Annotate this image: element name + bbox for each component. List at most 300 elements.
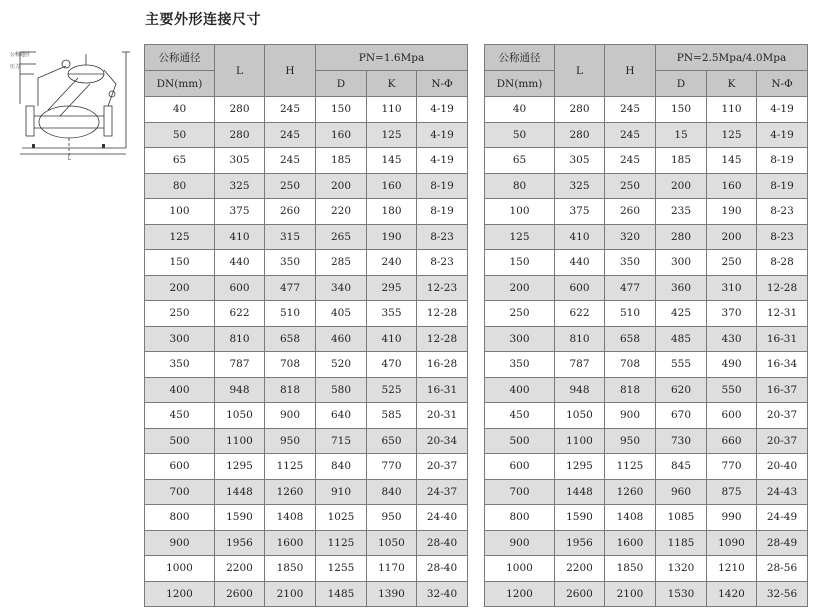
table-cell: 1090 [707,530,757,556]
table-row [145,173,468,199]
table-row [485,556,808,582]
table-cell: 350 [145,352,215,378]
table-row [485,377,808,403]
table-cell: 700 [145,479,215,505]
table-cell: 300 [485,326,555,352]
table-row [485,301,808,327]
table-cell: 280 [555,97,605,123]
table-cell: 1590 [555,505,605,531]
table-cell: 185 [656,148,707,174]
table-cell: 960 [656,479,707,505]
header-dn-unit: DN(mm) [485,71,555,97]
table-cell: 200 [145,275,215,301]
table-cell: 2600 [215,581,265,607]
table-cell: 220 [316,199,367,225]
table-row [485,530,808,556]
table-row [485,250,808,276]
table-cell: 1850 [265,556,316,582]
table-cell: 250 [145,301,215,327]
table-cell: 525 [367,377,417,403]
table-cell: 340 [316,275,367,301]
table-cell: 12-31 [757,301,808,327]
table-cell: 20-34 [417,428,468,454]
header-dn: 公称通径 [145,45,215,71]
table-cell: 16-31 [757,326,808,352]
table-cell: 15 [656,122,707,148]
table-cell: 658 [605,326,656,352]
table-cell: 285 [316,250,367,276]
table-cell: 845 [656,454,707,480]
table-cell: 1485 [316,581,367,607]
table-row [145,403,468,429]
table-cell: 145 [367,148,417,174]
table-cell: 295 [367,275,417,301]
table-cell: 12-28 [757,275,808,301]
table-cell: 1100 [555,428,605,454]
header-n-phi: N-Φ [757,71,808,97]
table-cell: 620 [656,377,707,403]
table-cell: 20-37 [757,403,808,429]
table-row [485,199,808,225]
table-row [485,275,808,301]
table-cell: 477 [265,275,316,301]
table-cell: 708 [605,352,656,378]
table-cell: 430 [707,326,757,352]
table-cell: 1050 [215,403,265,429]
table-cell: 180 [367,199,417,225]
table-cell: 320 [605,224,656,250]
table-row [485,505,808,531]
table-cell: 20-40 [757,454,808,480]
header-K: K [367,71,417,97]
table-cell: 1850 [605,556,656,582]
header-H: H [265,45,316,97]
table-cell: 510 [605,301,656,327]
table-cell: 2600 [555,581,605,607]
table-cell: 8-19 [417,199,468,225]
table-cell: 4-19 [757,122,808,148]
table-cell: 1200 [485,581,555,607]
table-row [485,454,808,480]
table-cell: 622 [215,301,265,327]
table-cell: 1085 [656,505,707,531]
table-cell: 1320 [656,556,707,582]
table-cell: 28-56 [757,556,808,582]
table-cell: 948 [555,377,605,403]
table-cell: 510 [265,301,316,327]
table-cell: 4-19 [417,122,468,148]
table-cell: 1050 [555,403,605,429]
table-row [485,148,808,174]
table-cell: 948 [215,377,265,403]
table-cell: 200 [656,173,707,199]
table-row [485,326,808,352]
table-cell: 2100 [605,581,656,607]
table-cell: 80 [145,173,215,199]
table-cell: 2100 [265,581,316,607]
table-row [145,505,468,531]
table-row [145,581,468,607]
table-cell: 28-40 [417,530,468,556]
table-cell: 490 [707,352,757,378]
table-cell: 300 [656,250,707,276]
table-cell: 1000 [145,556,215,582]
table-cell: 1448 [555,479,605,505]
table-cell: 550 [707,377,757,403]
table-cell: 280 [215,122,265,148]
table-row [145,377,468,403]
table-cell: 280 [656,224,707,250]
table-row [145,199,468,225]
table-cell: 990 [707,505,757,531]
table-cell: 1025 [316,505,367,531]
table-cell: 1295 [215,454,265,480]
table-cell: 100 [485,199,555,225]
table-cell: 100 [145,199,215,225]
table-cell: 400 [485,377,555,403]
header-K: K [707,71,757,97]
header-L: L [555,45,605,97]
table-cell: 1420 [707,581,757,607]
table-cell: 200 [485,275,555,301]
table-cell: 110 [707,97,757,123]
table-cell: 8-23 [417,250,468,276]
table-cell: 910 [316,479,367,505]
table-row [485,581,808,607]
table-row [145,352,468,378]
table-cell: 12-28 [417,301,468,327]
table-row [145,250,468,276]
table-cell: 950 [605,428,656,454]
table-cell: 8-19 [757,148,808,174]
table-cell: 375 [555,199,605,225]
table-cell: 1100 [215,428,265,454]
table-cell: 1200 [145,581,215,607]
table-cell: 700 [485,479,555,505]
table-cell: 315 [265,224,316,250]
table-row [145,224,468,250]
table-cell: 670 [656,403,707,429]
table-cell: 160 [367,173,417,199]
table-cell: 770 [367,454,417,480]
table-row [145,428,468,454]
table-cell: 1408 [605,505,656,531]
table-cell: 245 [605,148,656,174]
table-cell: 235 [656,199,707,225]
table-cell: 260 [265,199,316,225]
table-cell: 650 [367,428,417,454]
table-cell: 450 [485,403,555,429]
table-cell: 4-19 [417,148,468,174]
table-cell: 1170 [367,556,417,582]
table-cell: 250 [485,301,555,327]
table-row [145,122,468,148]
table-cell: 1956 [215,530,265,556]
table-cell: 425 [656,301,707,327]
table-cell: 875 [707,479,757,505]
table-cell: 1530 [656,581,707,607]
table-cell: 2200 [555,556,605,582]
table-cell: 350 [485,352,555,378]
table-cell: 818 [605,377,656,403]
table-cell: 1600 [605,530,656,556]
table-cell: 1390 [367,581,417,607]
table-cell: 32-56 [757,581,808,607]
table-cell: 20-37 [757,428,808,454]
table-cell: 2200 [215,556,265,582]
table-cell: 24-49 [757,505,808,531]
table-cell: 900 [605,403,656,429]
table-cell: 150 [145,250,215,276]
table-cell: 160 [316,122,367,148]
table-cell: 325 [215,173,265,199]
table-cell: 500 [485,428,555,454]
table-cell: 787 [555,352,605,378]
table-row [145,326,468,352]
table-cell: 450 [145,403,215,429]
table-cell: 245 [265,97,316,123]
table-cell: 310 [707,275,757,301]
table-cell: 4-19 [417,97,468,123]
table-cell: 500 [145,428,215,454]
table-cell: 16-34 [757,352,808,378]
table-cell: 8-23 [757,199,808,225]
table-cell: 640 [316,403,367,429]
table-cell: 1600 [265,530,316,556]
page-title: 主要外形连接尺寸 [145,12,261,28]
table-cell: 400 [145,377,215,403]
table-cell: 245 [265,122,316,148]
table-cell: 245 [605,97,656,123]
table-cell: 250 [265,173,316,199]
table-cell: 20-31 [417,403,468,429]
table-cell: 190 [707,199,757,225]
spec-table-pn16 [144,44,468,607]
header-D: D [316,71,367,97]
table-cell: 900 [145,530,215,556]
table-cell: 160 [707,173,757,199]
table-cell: 350 [265,250,316,276]
table-row [145,275,468,301]
table-cell: 16-37 [757,377,808,403]
table-cell: 600 [485,454,555,480]
table-cell: 80 [485,173,555,199]
table-row [485,122,808,148]
table-cell: 50 [145,122,215,148]
table-cell: 12-23 [417,275,468,301]
table-cell: 250 [605,173,656,199]
table-cell: 660 [707,428,757,454]
table-cell: 600 [555,275,605,301]
table-cell: 410 [367,326,417,352]
table-cell: 40 [485,97,555,123]
table-cell: 600 [215,275,265,301]
table-cell: 12-28 [417,326,468,352]
table-cell: 150 [656,97,707,123]
table-cell: 200 [316,173,367,199]
table-cell: 1125 [316,530,367,556]
table-cell: 305 [555,148,605,174]
table-row [485,352,808,378]
table-cell: 622 [555,301,605,327]
table-cell: 818 [265,377,316,403]
table-cell: 1210 [707,556,757,582]
header-pn: PN=2.5Mpa/4.0Mpa [656,45,808,71]
table-cell: 245 [265,148,316,174]
table-cell: 477 [605,275,656,301]
table-cell: 1956 [555,530,605,556]
table-cell: 658 [265,326,316,352]
table-body [485,97,808,607]
table-cell: 460 [316,326,367,352]
header-D: D [656,71,707,97]
table-cell: 265 [316,224,367,250]
table-cell: 190 [367,224,417,250]
table-cell: 1000 [485,556,555,582]
table-cell: 1185 [656,530,707,556]
table-cell: 800 [485,505,555,531]
table-cell: 708 [265,352,316,378]
table-cell: 1260 [265,479,316,505]
table-cell: 8-19 [757,173,808,199]
table-cell: 1590 [215,505,265,531]
table-cell: 840 [367,479,417,505]
table-body [145,97,468,607]
header-H: H [605,45,656,97]
table-cell: 950 [367,505,417,531]
header-dn: 公称通径 [485,45,555,71]
table-cell: 8-19 [417,173,468,199]
table-row [145,454,468,480]
drawing-label-1: 公称通径 [10,52,31,58]
table-cell: 40 [145,97,215,123]
table-cell: 350 [605,250,656,276]
header-dn-unit: DN(mm) [145,71,215,97]
table-cell: 125 [707,122,757,148]
table-cell: 28-49 [757,530,808,556]
table-cell: 600 [145,454,215,480]
table-row [145,301,468,327]
table-cell: 355 [367,301,417,327]
table-cell: 1255 [316,556,367,582]
table-cell: 305 [215,148,265,174]
table-cell: 125 [485,224,555,250]
table-cell: 150 [485,250,555,276]
table-cell: 770 [707,454,757,480]
table-cell: 24-40 [417,505,468,531]
table-row [485,479,808,505]
table-cell: 715 [316,428,367,454]
drawing-label-L: L [68,156,71,160]
table-cell: 8-23 [417,224,468,250]
table-cell: 375 [215,199,265,225]
table-row [485,428,808,454]
table-cell: 24-37 [417,479,468,505]
table-cell: 787 [215,352,265,378]
table-cell: 360 [656,275,707,301]
table-cell: 520 [316,352,367,378]
valve-drawing [8,44,136,160]
table-cell: 8-23 [757,224,808,250]
table-cell: 32-40 [417,581,468,607]
table-cell: 65 [485,148,555,174]
table-cell: 325 [555,173,605,199]
table-cell: 555 [656,352,707,378]
table-cell: 280 [555,122,605,148]
table-row [485,97,808,123]
table-cell: 950 [265,428,316,454]
table-cell: 1295 [555,454,605,480]
header-n-phi: N-Φ [417,71,468,97]
table-row [145,530,468,556]
table-cell: 110 [367,97,417,123]
table-cell: 125 [145,224,215,250]
table-cell: 405 [316,301,367,327]
table-cell: 730 [656,428,707,454]
table-cell: 900 [265,403,316,429]
table-cell: 8-28 [757,250,808,276]
table-row [145,97,468,123]
table-cell: 440 [215,250,265,276]
table-cell: 185 [316,148,367,174]
table-cell: 1260 [605,479,656,505]
spec-table-pn25-40 [484,44,808,607]
table-cell: 410 [215,224,265,250]
table-cell: 840 [316,454,367,480]
table-cell: 20-37 [417,454,468,480]
table-cell: 65 [145,148,215,174]
table-cell: 200 [707,224,757,250]
table-cell: 810 [555,326,605,352]
table-cell: 485 [656,326,707,352]
table-cell: 1448 [215,479,265,505]
table-row [485,224,808,250]
table-cell: 24-43 [757,479,808,505]
table-cell: 470 [367,352,417,378]
table-cell: 370 [707,301,757,327]
table-cell: 440 [555,250,605,276]
header-pn: PN=1.6Mpa [316,45,468,71]
table-cell: 810 [215,326,265,352]
table-cell: 280 [215,97,265,123]
table-cell: 240 [367,250,417,276]
table-cell: 125 [367,122,417,148]
table-cell: 1050 [367,530,417,556]
table-cell: 4-19 [757,97,808,123]
table-cell: 410 [555,224,605,250]
table-cell: 300 [145,326,215,352]
table-cell: 580 [316,377,367,403]
table-cell: 16-31 [417,377,468,403]
table-cell: 800 [145,505,215,531]
table-cell: 50 [485,122,555,148]
table-row [145,479,468,505]
table-cell: 1408 [265,505,316,531]
table-cell: 150 [316,97,367,123]
table-cell: 145 [707,148,757,174]
table-cell: 1125 [265,454,316,480]
table-cell: 245 [605,122,656,148]
drawing-label-2: 压力 [10,64,21,70]
table-cell: 900 [485,530,555,556]
table-cell: 600 [707,403,757,429]
table-row [485,173,808,199]
table-cell: 1125 [605,454,656,480]
table-cell: 585 [367,403,417,429]
table-row [145,148,468,174]
table-cell: 28-40 [417,556,468,582]
table-cell: 16-28 [417,352,468,378]
